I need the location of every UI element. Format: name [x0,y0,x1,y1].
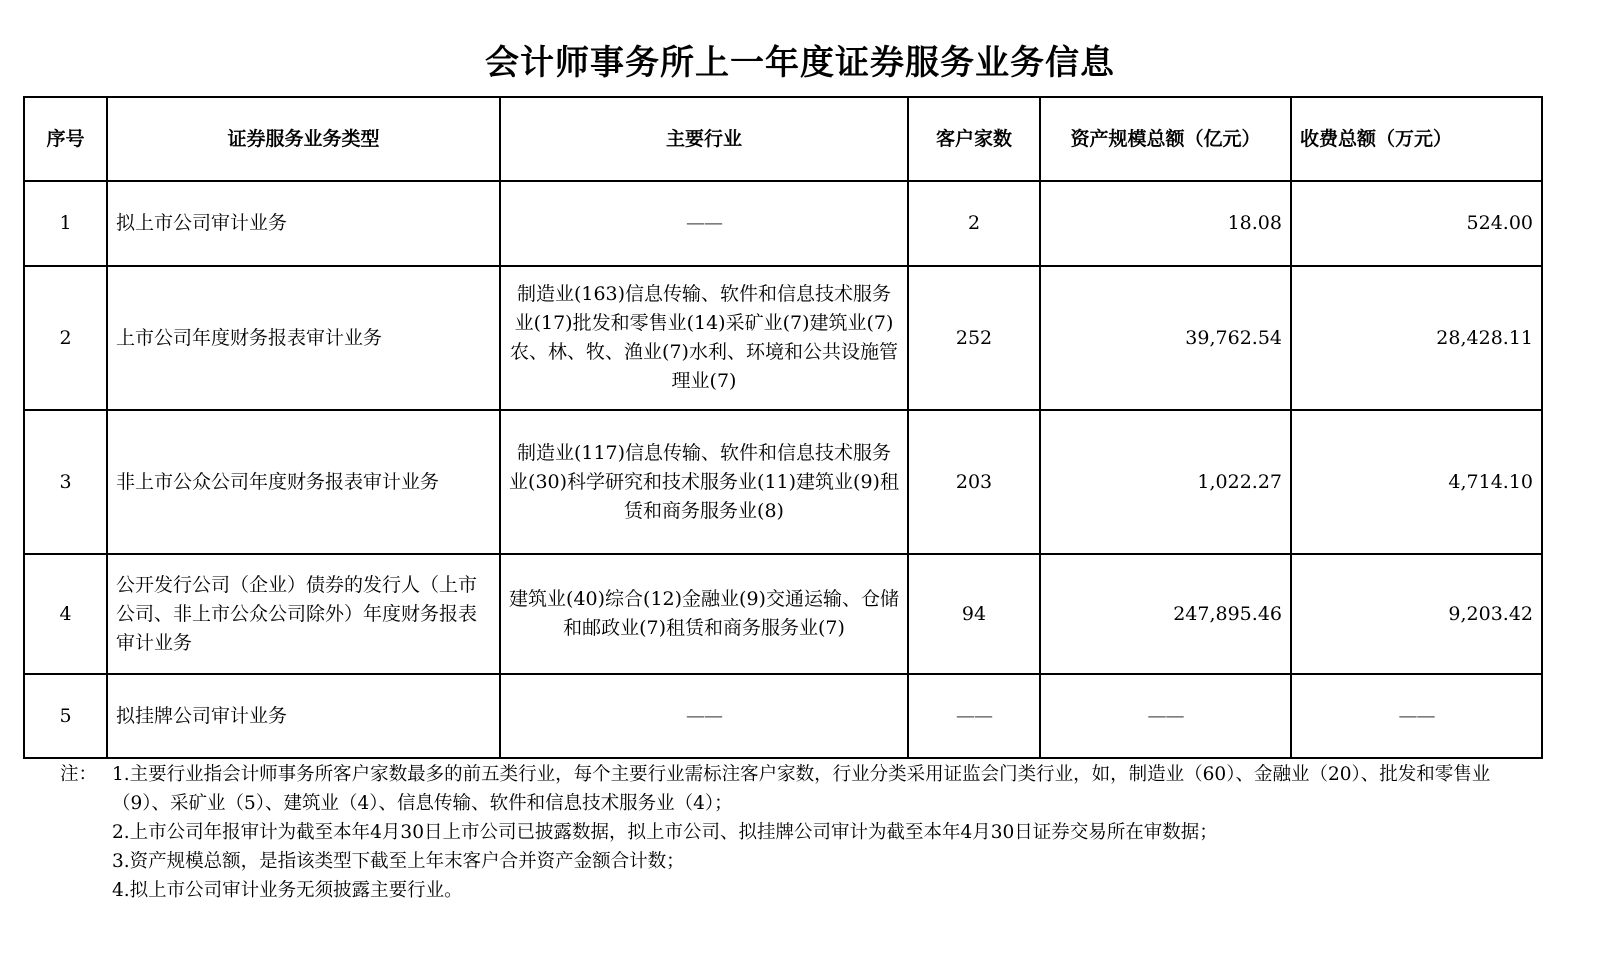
table-header-row [24,97,1542,181]
cell-business-type: 拟挂牌公司审计业务 [107,674,500,758]
footnote-list [112,760,1540,905]
header-business-type: 证券服务业务类型 [107,97,500,181]
header-total-fees: 收费总额（万元） [1291,97,1542,181]
footnote-item: 2.上市公司年报审计为截至本年4月30日上市公司已披露数据，拟上市公司、拟挂牌公司审计为截至本年4月30日证券交易所在审数据； [112,822,1218,843]
cell-business-type: 非上市公众公司年度财务报表审计业务 [107,410,500,554]
cell-total-fees: 28,428.11 [1291,266,1542,410]
cell-seq: 2 [24,266,107,410]
cell-client-count: 2 [908,181,1040,266]
footnote-block [60,760,1540,905]
cell-total-assets: 247,895.46 [1040,554,1291,674]
header-main-industry: 主要行业 [500,97,908,181]
footnote-item: 4.拟上市公司审计业务无须披露主要行业。 [112,880,463,901]
cell-client-count: 203 [908,410,1040,554]
cell-total-assets: 39,762.54 [1040,266,1291,410]
cell-seq: 3 [24,410,107,554]
cell-total-fees: 4,714.10 [1291,410,1542,554]
footnote-item: 3.资产规模总额，是指该类型下截至上年末客户合并资产金额合计数； [112,851,685,872]
cell-main-industry: 建筑业(40)综合(12)金融业(9)交通运输、仓储和邮政业(7)租赁和商务服务业(7) [500,554,908,674]
page-title: 会计师事务所上一年度证券服务业务信息 [485,43,1115,83]
footnote-item: 1.主要行业指会计师事务所客户家数最多的前五类行业，每个主要行业需标注客户家数，行业分类采用证监会门类行业，如，制造业（60）、金融业（20）、批发和零售业（9）、采矿业（5）、建筑业（4）、信息传输、软件和信息技术服务业（4）； [112,764,1491,814]
table-row [24,266,1542,410]
cell-business-type: 公开发行公司（企业）债券的发行人（上市公司、非上市公众公司除外）年度财务报表审计业务 [107,554,500,674]
cell-business-type: 拟上市公司审计业务 [107,181,500,266]
header-client-count: 客户家数 [908,97,1040,181]
cell-client-count: —— [908,674,1040,758]
table-row [24,554,1542,674]
footnote-label: 注： [60,764,98,785]
cell-total-assets: 1,022.27 [1040,410,1291,554]
cell-seq: 1 [24,181,107,266]
cell-total-assets: —— [1040,674,1291,758]
cell-main-industry: 制造业(117)信息传输、软件和信息技术服务业(30)科学研究和技术服务业(11)建筑业(9)租赁和商务服务业(8) [500,410,908,554]
table-row [24,181,1542,266]
header-total-assets: 资产规模总额（亿元） [1040,97,1291,181]
cell-main-industry: —— [500,674,908,758]
table-row [24,410,1542,554]
cell-client-count: 252 [908,266,1040,410]
cell-client-count: 94 [908,554,1040,674]
cell-total-fees: 9,203.42 [1291,554,1542,674]
cell-seq: 5 [24,674,107,758]
cell-total-fees: 524.00 [1291,181,1542,266]
cell-main-industry: 制造业(163)信息传输、软件和信息技术服务业(17)批发和零售业(14)采矿业(7)建筑业(7)农、林、牧、渔业(7)水利、环境和公共设施管理业(7) [500,266,908,410]
cell-total-assets: 18.08 [1040,181,1291,266]
cell-seq: 4 [24,554,107,674]
cell-main-industry: —— [500,181,908,266]
cell-total-fees: —— [1291,674,1542,758]
securities-services-table [23,96,1543,759]
footnotes [60,760,1540,905]
table-row [24,674,1542,758]
cell-business-type: 上市公司年度财务报表审计业务 [107,266,500,410]
header-seq: 序号 [24,97,107,181]
